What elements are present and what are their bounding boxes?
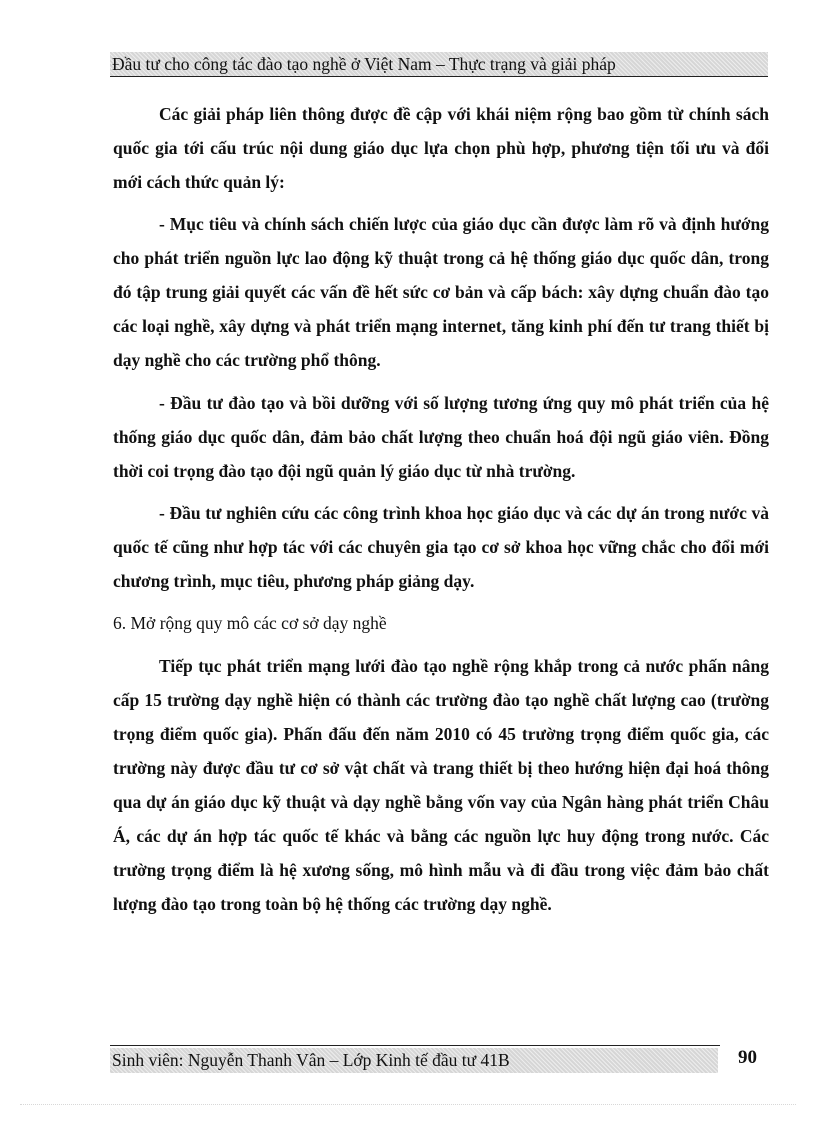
bullet-paragraph-training: - Đầu tư đào tạo và bồi dưỡng với số lượng tương ứng quy mô phát triển của hệ thống giáo dục quốc dân, đảm bảo chất lượng theo chuẩn hoá đội ngũ giáo viên. Đồng thời coi trọng đào tạo đội ngũ quản lý giáo dục từ nhà trường.: [113, 393, 769, 481]
section-heading: 6. Mở rộng quy mô các cơ sở dạy nghề: [113, 613, 387, 633]
bullet-paragraph-research: - Đầu tư nghiên cứu các công trình khoa học giáo dục và các dự án trong nước và quốc tế cũng như hợp tác với các chuyên gia tạo cơ sở khoa học vững chắc cho đổi mới chương trình, mục tiêu, phương pháp giảng dạy.: [113, 503, 769, 591]
page-footer: [110, 1048, 718, 1073]
page-body: [113, 97, 769, 921]
bullet-paragraph-goals: - Mục tiêu và chính sách chiến lược của giáo dục cần được làm rõ và định hướng cho phát triển nguồn lực lao động kỹ thuật trong cả hệ thống giáo dục quốc dân, trong đó tập trung giải quyết các vấn đề hết sức cơ bản và cấp bách: xây dựng chuẩn đào tạo các loại nghề, xây dựng và phát triển mạng internet, tăng kinh phí đến tư trang thiết bị dạy nghề cho các trường phổ thông.: [113, 214, 769, 370]
header-title: Đầu tư cho công tác đào tạo nghề ở Việt Nam – Thực trạng và giải pháp: [112, 54, 616, 74]
footer-rule: [110, 1045, 720, 1046]
footer-author: Sinh viên: Nguyễn Thanh Vân – Lớp Kinh tế đầu tư 41B: [112, 1050, 510, 1070]
intro-paragraph: Các giải pháp liên thông được đề cập với khái niệm rộng bao gồm từ chính sách quốc gia tới cấu trúc nội dung giáo dục lựa chọn phù hợp, phương tiện tối ưu và đổi mới cách thức quản lý:: [113, 104, 769, 192]
page-bottom-divider: [20, 1104, 796, 1105]
page-header: [110, 52, 768, 77]
page-number: 90: [738, 1047, 757, 1068]
section-paragraph: Tiếp tục phát triển mạng lưới đào tạo nghề rộng khắp trong cả nước phấn nâng cấp 15 trường dạy nghề hiện có thành các trường đào tạo nghề chất lượng cao (trường trọng điểm quốc gia). Phấn đấu đến năm 2010 có 45 trường trọng điểm quốc gia, các trường này được đầu tư cơ sở vật chất và trang thiết bị theo hướng hiện đại hoá thông qua dự án giáo dục kỹ thuật và dạy nghề bằng vốn vay của Ngân hàng phát triển Châu Á, các dự án hợp tác quốc tế khác và bằng các nguồn lực huy động trong nước. Các trường trọng điểm là hệ xương sống, mô hình mẫu và đi đầu trong việc đảm bảo chất lượng đào tạo trong toàn bộ hệ thống các trường dạy nghề.: [113, 656, 769, 914]
